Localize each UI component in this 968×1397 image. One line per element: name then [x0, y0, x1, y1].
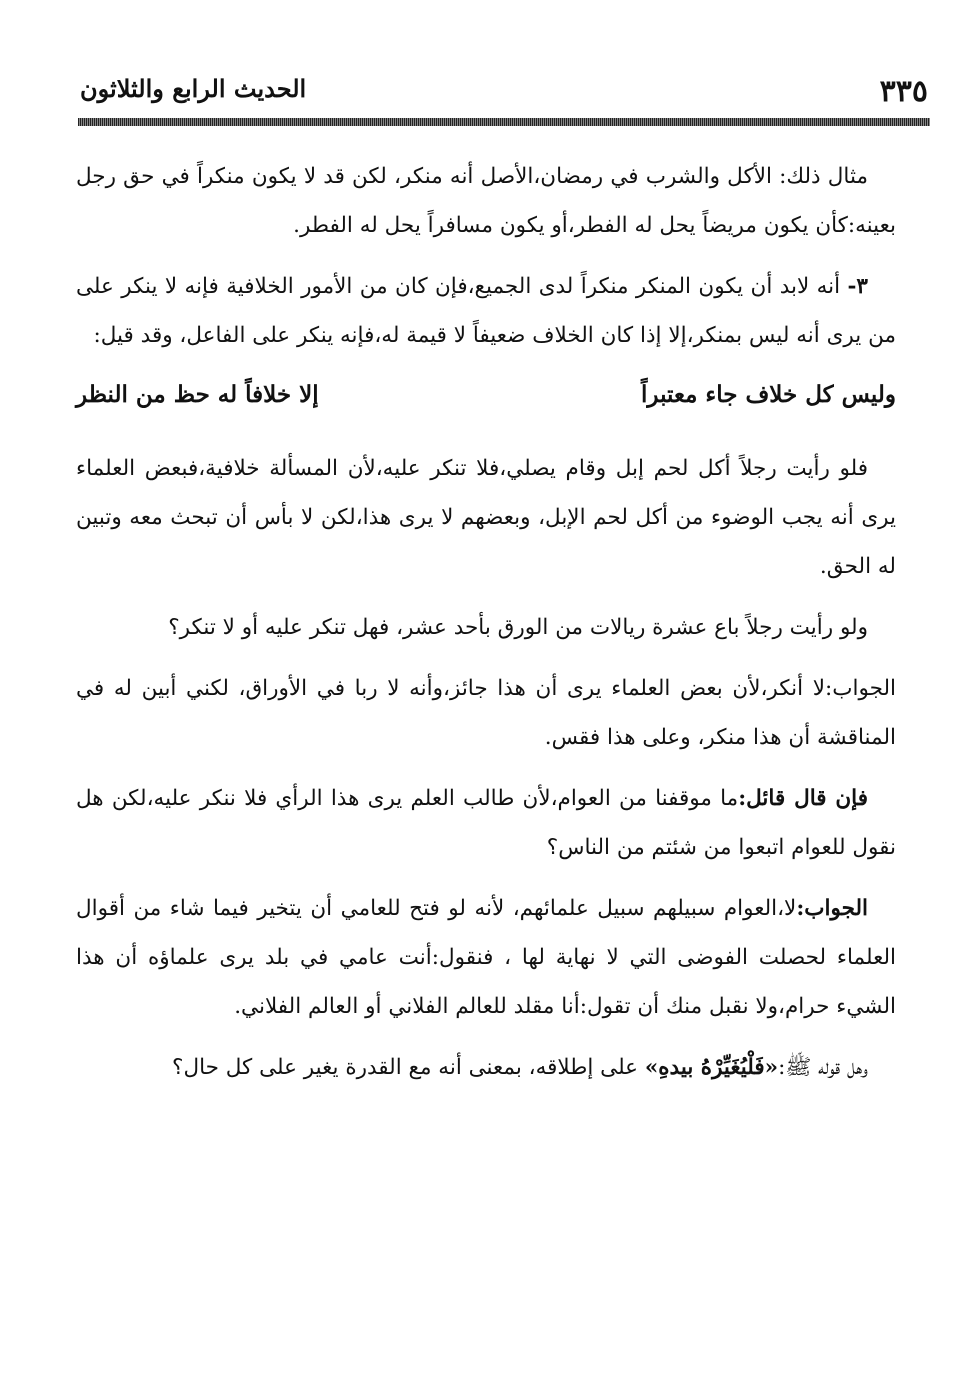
paragraph-answer-1 [76, 664, 896, 762]
answer-lead: الجواب: [796, 896, 868, 921]
paragraph-text: فلو رأيت رجلاً أكل لحم إبل وقام يصلي،فلا تنكر عليه،لأن المسألة خلافية،فبعض العلماء يرى أنه يجب الوضوء من أكل لحم الإبل، وبعضهم لا يرى هذا،لكن لا بأس أن تبحث معه وتبين له الحق. [76, 456, 896, 579]
header-rule [78, 118, 930, 126]
paragraph-answer-2 [76, 884, 896, 1031]
condition-number: ٣- [847, 274, 868, 299]
verse-first-hemistich: وليس كل خلاف جاء معتبراً [641, 381, 896, 408]
paragraph-riyals-question [76, 603, 896, 652]
running-title: الحديث الرابع والثلاثون [80, 74, 307, 103]
body-text [76, 152, 896, 1104]
paragraph-camel-meat [76, 444, 896, 591]
objection-lead: فإن قال قائل: [738, 786, 868, 811]
paragraph-text: ولو رأيت رجلاً باع عشرة ريالات من الورق بأحد عشر، فهل تنكر عليه أو لا تنكر؟ [168, 615, 868, 640]
paragraph-text: لا،العوام سبيلهم سبيل علمائهم، لأنه لو فتح للعامي أن يتخير فيما شاء من أقوال العلماء لحصلت الفوضى التي لا نهاية لها ، فنقول:أنت عامي في بلد يرى علماؤه أن هذا الشيء حرام،ولا نقبل منك أن تقول:أنا مقلد للعالم الفلاني أو العالم الفلاني. [76, 896, 896, 1019]
hadith-quote: «فَلْيُغَيِّرْهُ بيدهِ» [644, 1055, 779, 1080]
paragraph-condition-3 [76, 262, 896, 360]
paragraph-text-before: وهل قوله ﷺ: [778, 1055, 868, 1080]
paragraph-objection [76, 774, 896, 872]
paragraph-text: ما موقفنا من العوام،لأن طالب العلم يرى هذا الرأي فلا ننكر عليه،لكن هل نقول للعوام اتبعوا من شئتم من الناس؟ [76, 786, 896, 860]
page-header [80, 68, 928, 116]
verse-second-hemistich: إلا خلافاً له حظ من النظر [76, 381, 319, 408]
paragraph-text: أنه لابد أن يكون المنكر منكراً لدى الجميع،فإن كان من الأمور الخلافية فإنه لا ينكر على من يرى أنه ليس بمنكر،إلا إذا كان الخلاف ضعيفاً لا قيمة له،فإنه ينكر على الفاعل، وقد قيل: [76, 274, 896, 348]
poetry-verse [76, 372, 896, 418]
paragraph-final-question [76, 1043, 896, 1092]
paragraph-text-after: على إطلاقه، بمعنى أنه مع القدرة يغير على كل حال؟ [172, 1055, 645, 1080]
paragraph-text: الجواب:لا أنكر،لأن بعض العلماء يرى أن هذا جائز،وأنه لا ربا في الأوراق، لكني أبين له في المناقشة أن هذا منكر، وعلى هذا فقس. [76, 676, 896, 750]
paragraph-example [76, 152, 896, 250]
paragraph-text: مثال ذلك: الأكل والشرب في رمضان،الأصل أنه منكر، لكن قد لا يكون منكراً في حق رجل بعينه:كأن يكون مريضاً يحل له الفطر،أو يكون مسافراً يحل له الفطر. [76, 164, 896, 238]
page-number: ٣٣٥ [879, 74, 928, 109]
